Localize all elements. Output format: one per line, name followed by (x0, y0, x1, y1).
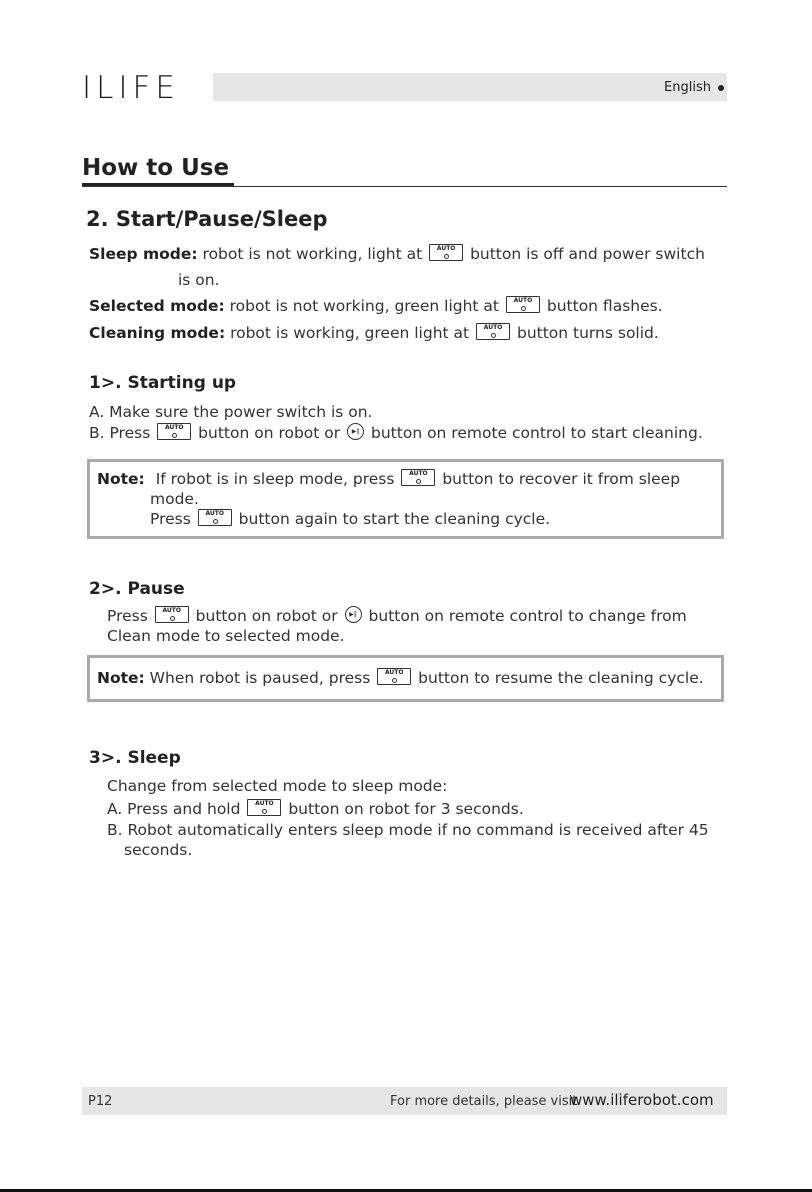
sleep-heading: 3>. Sleep (89, 748, 181, 768)
pause-note-line (97, 668, 704, 688)
auto-label: AUTO (513, 297, 533, 304)
auto-label: AUTO (409, 470, 428, 477)
play-pause-icon: ▶‖ (347, 423, 364, 440)
step-text: button on robot or (198, 424, 341, 442)
mode-text: robot is not working, green light at (224, 297, 499, 315)
pause-line2: Clean mode to selected mode. (107, 627, 345, 645)
auto-button-icon (377, 668, 411, 685)
mode-text: button turns solid. (516, 324, 659, 342)
brand-logo: ILIFE (82, 70, 180, 106)
auto-button-icon (155, 606, 189, 623)
starting-heading: 1>. Starting up (89, 373, 237, 393)
note-label: Note: (97, 470, 145, 488)
sleep-intro: Change from selected mode to sleep mode: (107, 777, 448, 795)
mode-label: Sleep mode: (89, 245, 198, 263)
mode-text: robot is working, green light at (225, 324, 470, 342)
mode-label: Selected mode: (89, 297, 225, 315)
starting-step-a: A. Make sure the power switch is on. (89, 403, 373, 421)
step-text: button on remote control to start cleaning. (371, 424, 703, 442)
website-link[interactable]: www.iliferobot.com (570, 1091, 714, 1109)
auto-label: AUTO (384, 669, 404, 676)
note-text: button to recover it from sleep (442, 470, 681, 488)
mode-label: Cleaning mode: (89, 324, 226, 342)
title-rule (82, 186, 727, 187)
cleaning-mode-line (89, 323, 659, 343)
language-label: English (664, 80, 711, 95)
auto-label: AUTO (436, 245, 456, 252)
pause-text: button on robot or (195, 607, 338, 625)
note-text: Press (150, 510, 191, 528)
sleep-mode-cont: is on. (178, 271, 220, 289)
auto-button-icon (247, 799, 281, 816)
header-bar (213, 73, 727, 101)
mode-text: robot is not working, light at (197, 245, 423, 263)
pause-text: button on remote control to change from (368, 607, 687, 625)
language-indicator (664, 80, 724, 95)
page-number: P12 (88, 1094, 113, 1109)
note-text: When robot is paused, press (144, 669, 371, 687)
section-heading: 2. Start/Pause/Sleep (86, 207, 328, 231)
pause-line1 (107, 606, 687, 626)
footer-more-text: For more details, please visit (390, 1094, 578, 1109)
auto-label: AUTO (205, 510, 224, 517)
auto-label: AUTO (164, 424, 184, 431)
starting-note-line1 (97, 469, 680, 489)
auto-label: AUTO (162, 607, 181, 614)
sleep-step-a (107, 799, 524, 819)
sleep-step-b: B. Robot automatically enters sleep mode if no command is received after 45 (107, 821, 709, 839)
bullet-dot-icon (718, 85, 724, 91)
mode-text: button is off and power switch (470, 245, 705, 263)
auto-button-icon (506, 296, 540, 313)
pause-text: Press (107, 607, 148, 625)
play-pause-icon: ▶‖ (345, 606, 362, 623)
note-label: Note: (97, 669, 145, 687)
starting-note-line3 (150, 509, 550, 529)
page-title: How to Use (82, 155, 230, 181)
auto-button-icon (429, 244, 463, 261)
sleep-step-b-cont: seconds. (124, 841, 193, 859)
sleep-text: button on robot for 3 seconds. (288, 800, 524, 818)
starting-note-line2: mode. (150, 490, 199, 508)
note-text: If robot is in sleep mode, press (155, 470, 395, 488)
note-text: button again to start the cleaning cycle. (238, 510, 551, 528)
note-text: button to resume the cleaning cycle. (418, 669, 704, 687)
auto-button-icon (476, 323, 510, 340)
auto-button-icon (198, 509, 232, 526)
auto-label: AUTO (255, 800, 274, 807)
pause-heading: 2>. Pause (89, 579, 185, 599)
step-text: B. Press (89, 424, 151, 442)
auto-button-icon (401, 469, 435, 486)
sleep-mode-line (89, 244, 705, 264)
mode-text: button flashes. (546, 297, 663, 315)
starting-step-b (89, 423, 703, 443)
sleep-text: A. Press and hold (107, 800, 241, 818)
auto-label: AUTO (483, 324, 503, 331)
auto-button-icon (157, 423, 191, 440)
selected-mode-line (89, 296, 663, 316)
